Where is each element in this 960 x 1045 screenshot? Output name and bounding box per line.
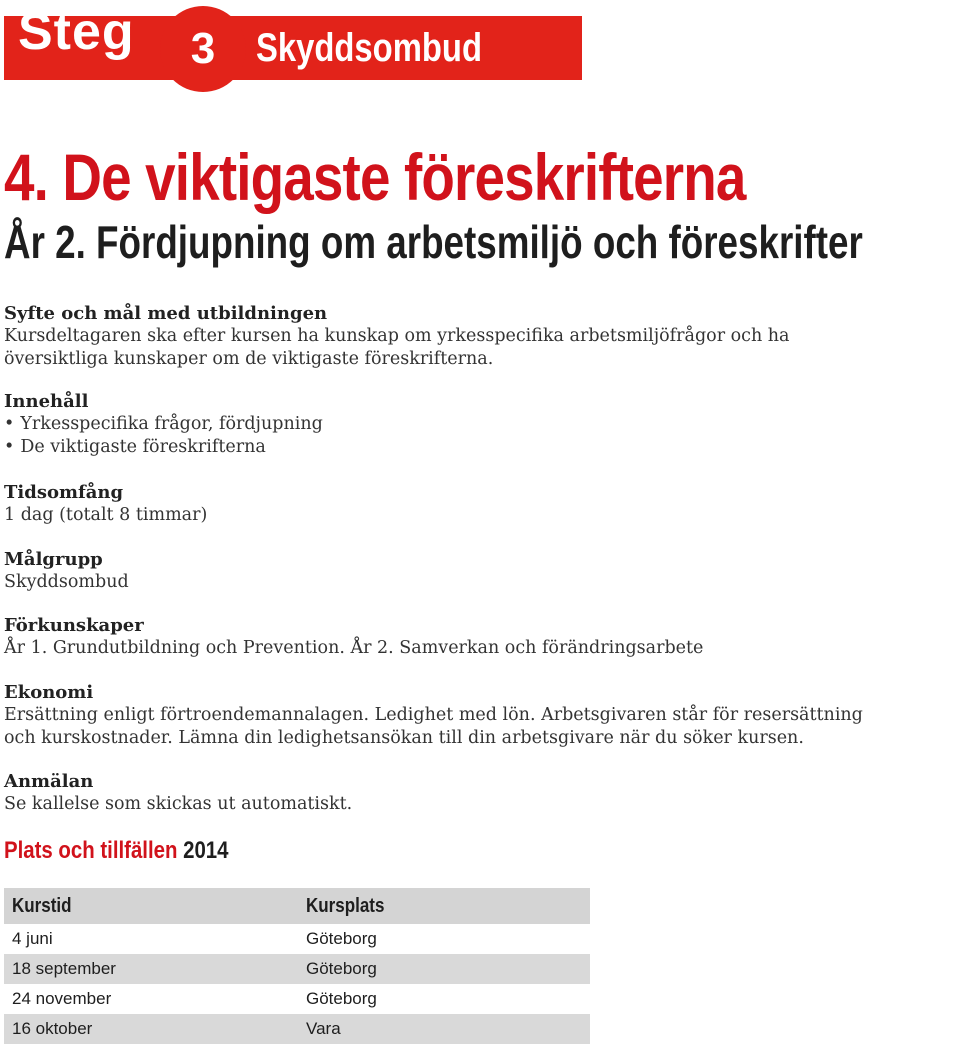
page-title: 4. De viktigaste föreskrifterna <box>4 140 746 214</box>
section-syfte <box>4 302 904 371</box>
list-item: • De viktigaste föreskrifterna <box>4 436 904 459</box>
syfte-text: Kursdeltagaren ska efter kursen ha kunskap om yrkesspecifika arbetsmiljöfrågor och ha översiktliga kunskaper om de viktigaste föreskrifterna. <box>4 326 790 369</box>
column-header-kurstid: Kurstid <box>4 888 298 924</box>
anmalan-heading: Anmälan <box>4 771 94 792</box>
kursplats-cell: Göteborg <box>306 989 377 1008</box>
anmalan-text: Se kallelse som skickas ut automatiskt. <box>4 794 353 814</box>
schedule-heading <box>4 836 228 866</box>
kurstid-cell: 4 juni <box>12 929 53 948</box>
section-forkunskaper <box>4 614 904 660</box>
kurstid-cell: 24 november <box>12 989 112 1008</box>
schedule-table <box>4 888 590 1044</box>
table-row <box>4 1014 590 1044</box>
schedule-heading-label: Plats och tillfällen <box>4 837 178 864</box>
section-tidsomfang <box>4 481 904 527</box>
kurstid-cell: 18 september <box>4 954 298 984</box>
innehall-list <box>4 413 904 459</box>
table-header-row <box>4 888 590 924</box>
tidsomfang-text: 1 dag (totalt 8 timmar) <box>4 505 208 525</box>
page-subtitle: År 2. Fördjupning om arbetsmiljö och föreskrifter <box>4 216 863 268</box>
tidsomfang-heading: Tidsomfång <box>4 482 124 503</box>
section-malgrupp <box>4 548 904 594</box>
table-row <box>4 954 590 984</box>
forkunskaper-text: År 1. Grundutbildning och Prevention. År 2. Samverkan och förändringsarbete <box>4 638 704 658</box>
list-item: • Yrkesspecifika frågor, fördjupning <box>4 413 904 436</box>
forkunskaper-heading: Förkunskaper <box>4 615 144 636</box>
schedule-heading-year: 2014 <box>183 837 229 864</box>
steg-label: Steg <box>18 3 135 61</box>
step-number: 3 <box>190 24 216 73</box>
innehall-heading: Innehåll <box>4 391 89 412</box>
kursplats-cell: Vara <box>298 1014 590 1044</box>
section-innehall <box>4 390 904 459</box>
column-header-kursplats: Kursplats <box>298 888 590 924</box>
malgrupp-heading: Målgrupp <box>4 549 103 570</box>
kursplats-cell: Göteborg <box>298 954 590 984</box>
table-row <box>4 984 590 1014</box>
banner-title: Skyddsombud <box>256 26 482 70</box>
table-row <box>4 924 590 954</box>
kurstid-cell: 16 oktober <box>4 1014 298 1044</box>
malgrupp-text: Skyddsombud <box>4 572 129 592</box>
kursplats-cell: Göteborg <box>306 929 377 948</box>
ekonomi-heading: Ekonomi <box>4 682 94 703</box>
section-ekonomi <box>4 681 904 750</box>
section-anmalan <box>4 770 904 816</box>
syfte-heading: Syfte och mål med utbildningen <box>4 303 328 324</box>
ekonomi-text: Ersättning enligt förtroendemannalagen. Ledighet med lön. Arbetsgivaren står för resersättning och kurskostnader. Lämna din ledighetsansökan till din arbetsgivare när du söker kursen. <box>4 705 863 748</box>
